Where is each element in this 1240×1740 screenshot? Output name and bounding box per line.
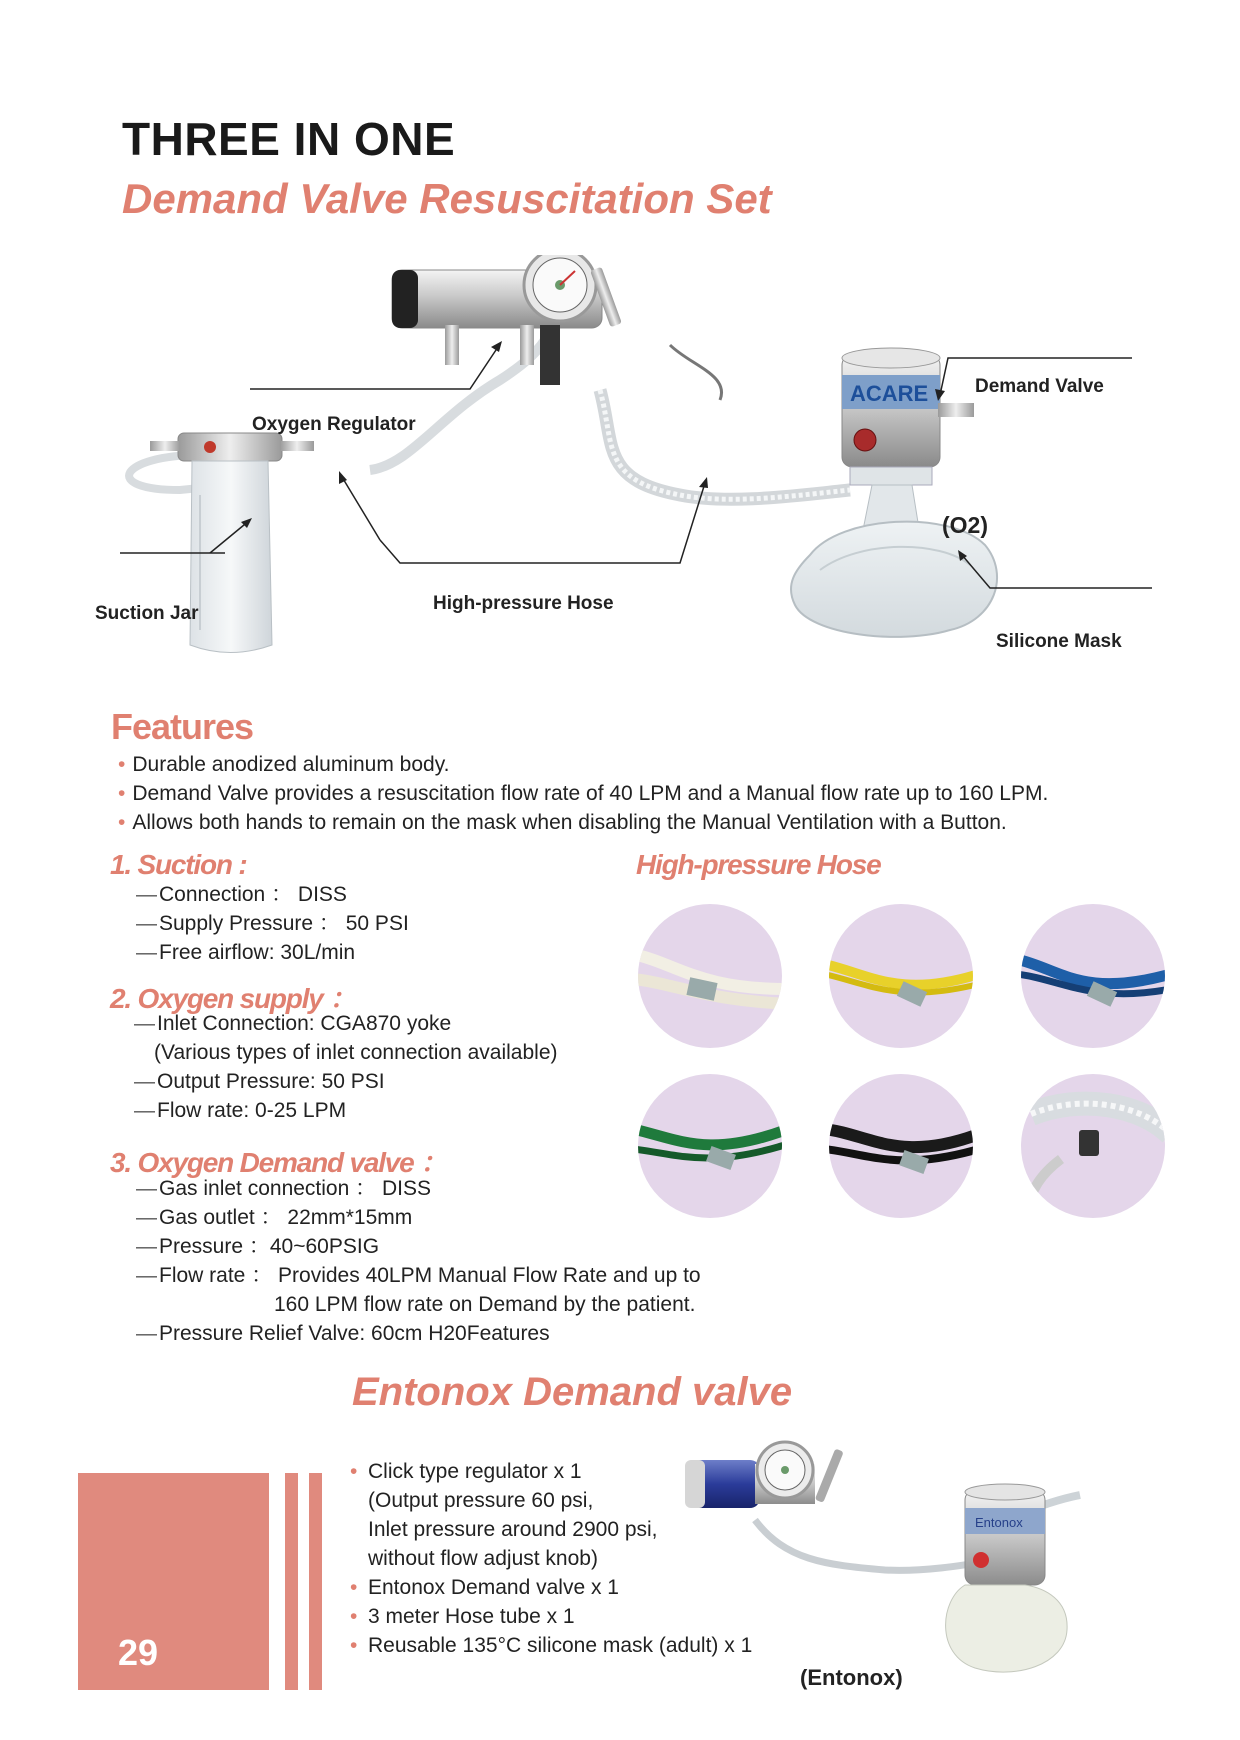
spec-item: — Free airflow: 30L/min bbox=[136, 938, 409, 967]
decorative-bar bbox=[285, 1473, 298, 1690]
hose-swatch-black bbox=[829, 1074, 973, 1218]
clear-hose-image bbox=[1021, 1074, 1165, 1218]
o2-label: (O2) bbox=[942, 512, 988, 538]
entonox-item-detail: (Output pressure 60 psi, bbox=[368, 1489, 594, 1512]
high-pressure-hose-label: High-pressure Hose bbox=[433, 593, 614, 614]
blue-hose-image bbox=[1021, 904, 1165, 1048]
page-title: THREE IN ONE bbox=[122, 113, 456, 165]
feature-item: • Demand Valve provides a resuscitation flow rate of 40 LPM and a Manual flow rate up to 160 LPM. bbox=[118, 779, 1048, 808]
spec-item: — Connection ： DISS bbox=[136, 880, 409, 909]
page-subtitle: Demand Valve Resuscitation Set bbox=[122, 175, 772, 222]
spec-item: — Gas inlet connection ： DISS bbox=[136, 1174, 701, 1203]
demand-valve-heading: 3. Oxygen Demand valve ： bbox=[110, 1147, 447, 1178]
hose-swatch-clear bbox=[1021, 1074, 1165, 1218]
suction-jar-label: Suction Jar bbox=[95, 603, 199, 624]
hose-swatch-blue bbox=[1021, 904, 1165, 1048]
hose-swatch-yellow bbox=[829, 904, 973, 1048]
spec-item: — Inlet Connection: CGA870 yoke bbox=[134, 1009, 558, 1038]
spec-item: 160 LPM flow rate on Demand by the patient. bbox=[274, 1293, 696, 1316]
entonox-item-detail: without flow adjust knob) bbox=[368, 1547, 598, 1570]
entonox-item: • 3 meter Hose tube x 1 bbox=[350, 1602, 752, 1631]
page-number: 29 bbox=[118, 1632, 159, 1673]
suction-spec-list bbox=[136, 880, 409, 967]
black-hose-image bbox=[829, 1074, 973, 1218]
hose-heading: High-pressure Hose bbox=[636, 849, 881, 880]
hose-swatch-white bbox=[638, 904, 782, 1048]
spec-item: — Pressure Relief Valve: 60cm H20Features bbox=[136, 1319, 701, 1348]
product-logo: ACARE bbox=[850, 381, 929, 406]
entonox-label: (Entonox) bbox=[800, 1665, 903, 1690]
spec-item: — Gas outlet ： 22mm*15mm bbox=[136, 1203, 701, 1232]
spec-item: — Supply Pressure ： 50 PSI bbox=[136, 909, 409, 938]
entonox-item: • Click type regulator x 1 bbox=[350, 1457, 752, 1486]
spec-item: — Pressure ：40~60PSIG bbox=[136, 1232, 701, 1261]
oxygen-supply-spec-list bbox=[134, 1009, 558, 1125]
hose-swatch-green bbox=[638, 1074, 782, 1218]
features-list bbox=[118, 750, 1048, 837]
green-hose-image bbox=[638, 1074, 782, 1218]
spec-item: (Various types of inlet connection available) bbox=[154, 1041, 558, 1064]
suction-heading: 1. Suction : bbox=[110, 849, 247, 880]
feature-item: • Durable anodized aluminum body. bbox=[118, 750, 1048, 779]
spec-item: — Flow rate: 0-25 LPM bbox=[134, 1096, 558, 1125]
demand-valve-label: Demand Valve bbox=[975, 376, 1104, 397]
page-number-block bbox=[78, 1473, 269, 1690]
white-hose-image bbox=[638, 904, 782, 1048]
feature-item: • Allows both hands to remain on the mask when disabling the Manual Ventilation with a Button. bbox=[118, 808, 1048, 837]
oxygen-supply-heading: 2. Oxygen supply ： bbox=[110, 983, 357, 1014]
entonox-item: • Entonox Demand valve x 1 bbox=[350, 1573, 752, 1602]
silicone-mask-label: Silicone Mask bbox=[996, 631, 1122, 652]
entonox-heading: Entonox Demand valve bbox=[352, 1370, 793, 1414]
entonox-item: • Reusable 135°C silicone mask (adult) x 1 bbox=[350, 1631, 752, 1660]
decorative-bar bbox=[309, 1473, 322, 1690]
oxygen-regulator-label: Oxygen Regulator bbox=[252, 414, 416, 435]
yellow-hose-image bbox=[829, 904, 973, 1048]
entonox-device-label: Entonox bbox=[975, 1515, 1023, 1530]
spec-item: — Flow rate ： Provides 40LPM Manual Flow Rate and up to bbox=[136, 1261, 701, 1290]
features-heading: Features bbox=[111, 706, 254, 747]
demand-valve-spec-list bbox=[136, 1174, 701, 1348]
entonox-item-detail: Inlet pressure around 2900 psi, bbox=[368, 1518, 658, 1541]
spec-item: — Output Pressure: 50 PSI bbox=[134, 1067, 558, 1096]
